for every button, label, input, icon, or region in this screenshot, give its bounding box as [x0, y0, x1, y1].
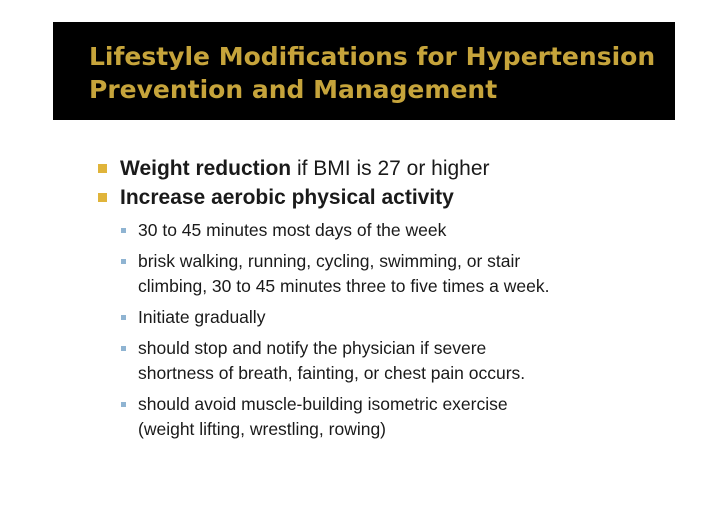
square-bullet-icon	[121, 259, 126, 264]
sub-bullet-activities	[119, 249, 698, 299]
square-bullet-icon	[121, 228, 126, 233]
bullet-text: if BMI is 27 or higher	[291, 157, 490, 180]
sub-bullet-line: shortness of breath, fainting, or chest pain occurs.	[138, 363, 526, 383]
square-bullet-icon	[121, 346, 126, 351]
title-band	[53, 22, 675, 120]
slide-title-line-2: Prevention and Management	[89, 75, 498, 104]
sub-bullet-line: 30 to 45 minutes most days of the week	[138, 220, 447, 240]
square-bullet-icon	[121, 402, 126, 407]
bullet-list	[98, 154, 698, 448]
bullet-aerobic-activity	[98, 183, 698, 212]
square-bullet-icon	[98, 193, 107, 202]
sub-bullet-duration	[119, 218, 698, 243]
bullet-bold-text: Increase aerobic physical activity	[120, 186, 454, 209]
sub-bullet-line: climbing, 30 to 45 minutes three to five times a week.	[138, 276, 550, 296]
sub-bullet-line: should stop and notify the physician if severe	[138, 338, 487, 358]
sub-bullet-line: (weight lifting, wrestling, rowing)	[138, 419, 387, 439]
sub-bullet-line: brisk walking, running, cycling, swimming, or stair	[138, 251, 521, 271]
slide-title-line-1: Lifestyle Modifications for Hypertension	[89, 42, 656, 71]
sub-bullet-line: Initiate gradually	[138, 307, 266, 327]
sub-bullet-initiate	[119, 305, 698, 330]
bullet-bold-text: Weight reduction	[120, 157, 292, 180]
square-bullet-icon	[98, 164, 107, 173]
sub-bullet-list	[119, 218, 698, 442]
square-bullet-icon	[121, 315, 126, 320]
sub-bullet-line: should avoid muscle-building isometric exercise	[138, 394, 508, 414]
sub-bullet-avoid-isometric	[119, 392, 698, 442]
bullet-weight-reduction	[98, 154, 698, 183]
sub-bullet-stop-notify	[119, 336, 698, 386]
